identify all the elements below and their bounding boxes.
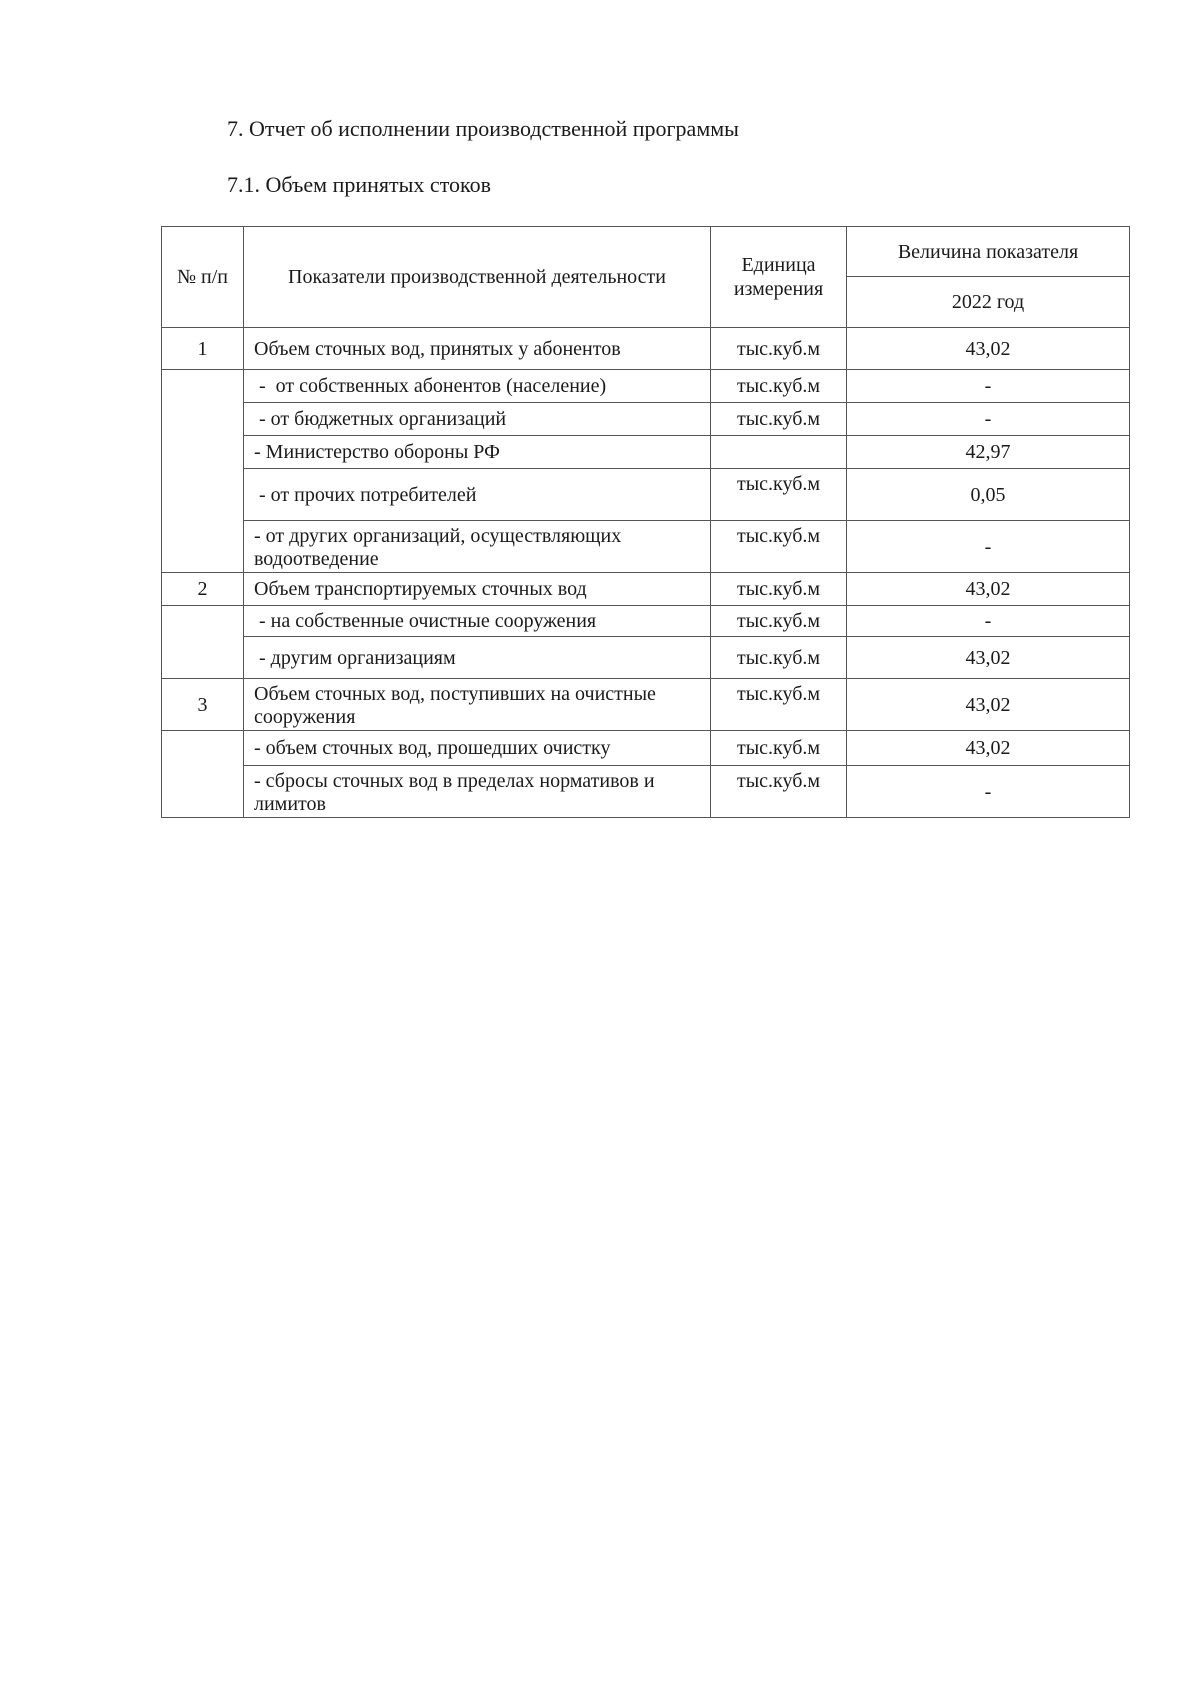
row-indicator: - на собственные очистные сооружения bbox=[244, 606, 711, 637]
row-indicator: Объем сточных вод, поступивших на очистные сооружения bbox=[244, 679, 711, 731]
header-num: № п/п bbox=[162, 227, 244, 328]
row-unit: тыс.куб.м bbox=[711, 766, 847, 818]
row-num: 3 bbox=[162, 679, 244, 731]
table-row bbox=[162, 679, 1130, 731]
row-indicator: - от прочих потребителей bbox=[244, 469, 711, 521]
row-indicator: Объем сточных вод, принятых у абонентов bbox=[244, 328, 711, 370]
row-indicator: - от бюджетных организаций bbox=[244, 403, 711, 436]
table-row bbox=[162, 403, 1130, 436]
table-row bbox=[162, 573, 1130, 606]
table-row bbox=[162, 637, 1130, 679]
row-value: - bbox=[847, 370, 1130, 403]
row-value: - bbox=[847, 606, 1130, 637]
subsection-title: 7.1. Объем принятых стоков bbox=[227, 172, 491, 197]
table-row bbox=[162, 436, 1130, 469]
row-indicator: - от собственных абонентов (население) bbox=[244, 370, 711, 403]
header-value-group: Величина показателя bbox=[847, 227, 1130, 277]
table-row bbox=[162, 731, 1130, 766]
row-indicator: - от других организаций, осуществляющих водоотведение bbox=[244, 521, 711, 573]
row-unit: тыс.куб.м bbox=[711, 469, 847, 521]
row-unit: тыс.куб.м bbox=[711, 328, 847, 370]
row-value: - bbox=[847, 403, 1130, 436]
row-unit: тыс.куб.м bbox=[711, 403, 847, 436]
row-value: 43,02 bbox=[847, 573, 1130, 606]
row-indicator: - сбросы сточных вод в пределах нормативов и лимитов bbox=[244, 766, 711, 818]
row-indicator: - Министерство обороны РФ bbox=[244, 436, 711, 469]
table-row bbox=[162, 370, 1130, 403]
row-unit bbox=[711, 436, 847, 469]
table-row bbox=[162, 606, 1130, 637]
row-unit: тыс.куб.м bbox=[711, 521, 847, 573]
table-row bbox=[162, 469, 1130, 521]
row-unit: тыс.куб.м bbox=[711, 731, 847, 766]
row-num: 2 bbox=[162, 573, 244, 606]
row-unit: тыс.куб.м bbox=[711, 606, 847, 637]
table-row bbox=[162, 328, 1130, 370]
row-value: - bbox=[847, 521, 1130, 573]
table-row bbox=[162, 766, 1130, 818]
header-indicator: Показатели производственной деятельности bbox=[244, 227, 711, 328]
row-value: 43,02 bbox=[847, 328, 1130, 370]
row-num: 1 bbox=[162, 328, 244, 370]
row-value: 43,02 bbox=[847, 637, 1130, 679]
row-indicator: - другим организациям bbox=[244, 637, 711, 679]
row-unit: тыс.куб.м bbox=[711, 679, 847, 731]
row-unit: тыс.куб.м bbox=[711, 637, 847, 679]
section-title: 7. Отчет об исполнении производственной программы bbox=[227, 116, 739, 141]
row-num bbox=[162, 731, 244, 818]
row-unit: тыс.куб.м bbox=[711, 370, 847, 403]
production-report-table bbox=[161, 226, 1130, 818]
row-num bbox=[162, 370, 244, 573]
row-indicator: Объем транспортируемых сточных вод bbox=[244, 573, 711, 606]
row-value: - bbox=[847, 766, 1130, 818]
row-num bbox=[162, 606, 244, 679]
header-year: 2022 год bbox=[847, 277, 1130, 328]
row-indicator: - объем сточных вод, прошедших очистку bbox=[244, 731, 711, 766]
row-value: 43,02 bbox=[847, 679, 1130, 731]
row-value: 42,97 bbox=[847, 436, 1130, 469]
row-value: 0,05 bbox=[847, 469, 1130, 521]
row-value: 43,02 bbox=[847, 731, 1130, 766]
table-row bbox=[162, 521, 1130, 573]
header-unit: Единица измерения bbox=[711, 227, 847, 328]
row-unit: тыс.куб.м bbox=[711, 573, 847, 606]
